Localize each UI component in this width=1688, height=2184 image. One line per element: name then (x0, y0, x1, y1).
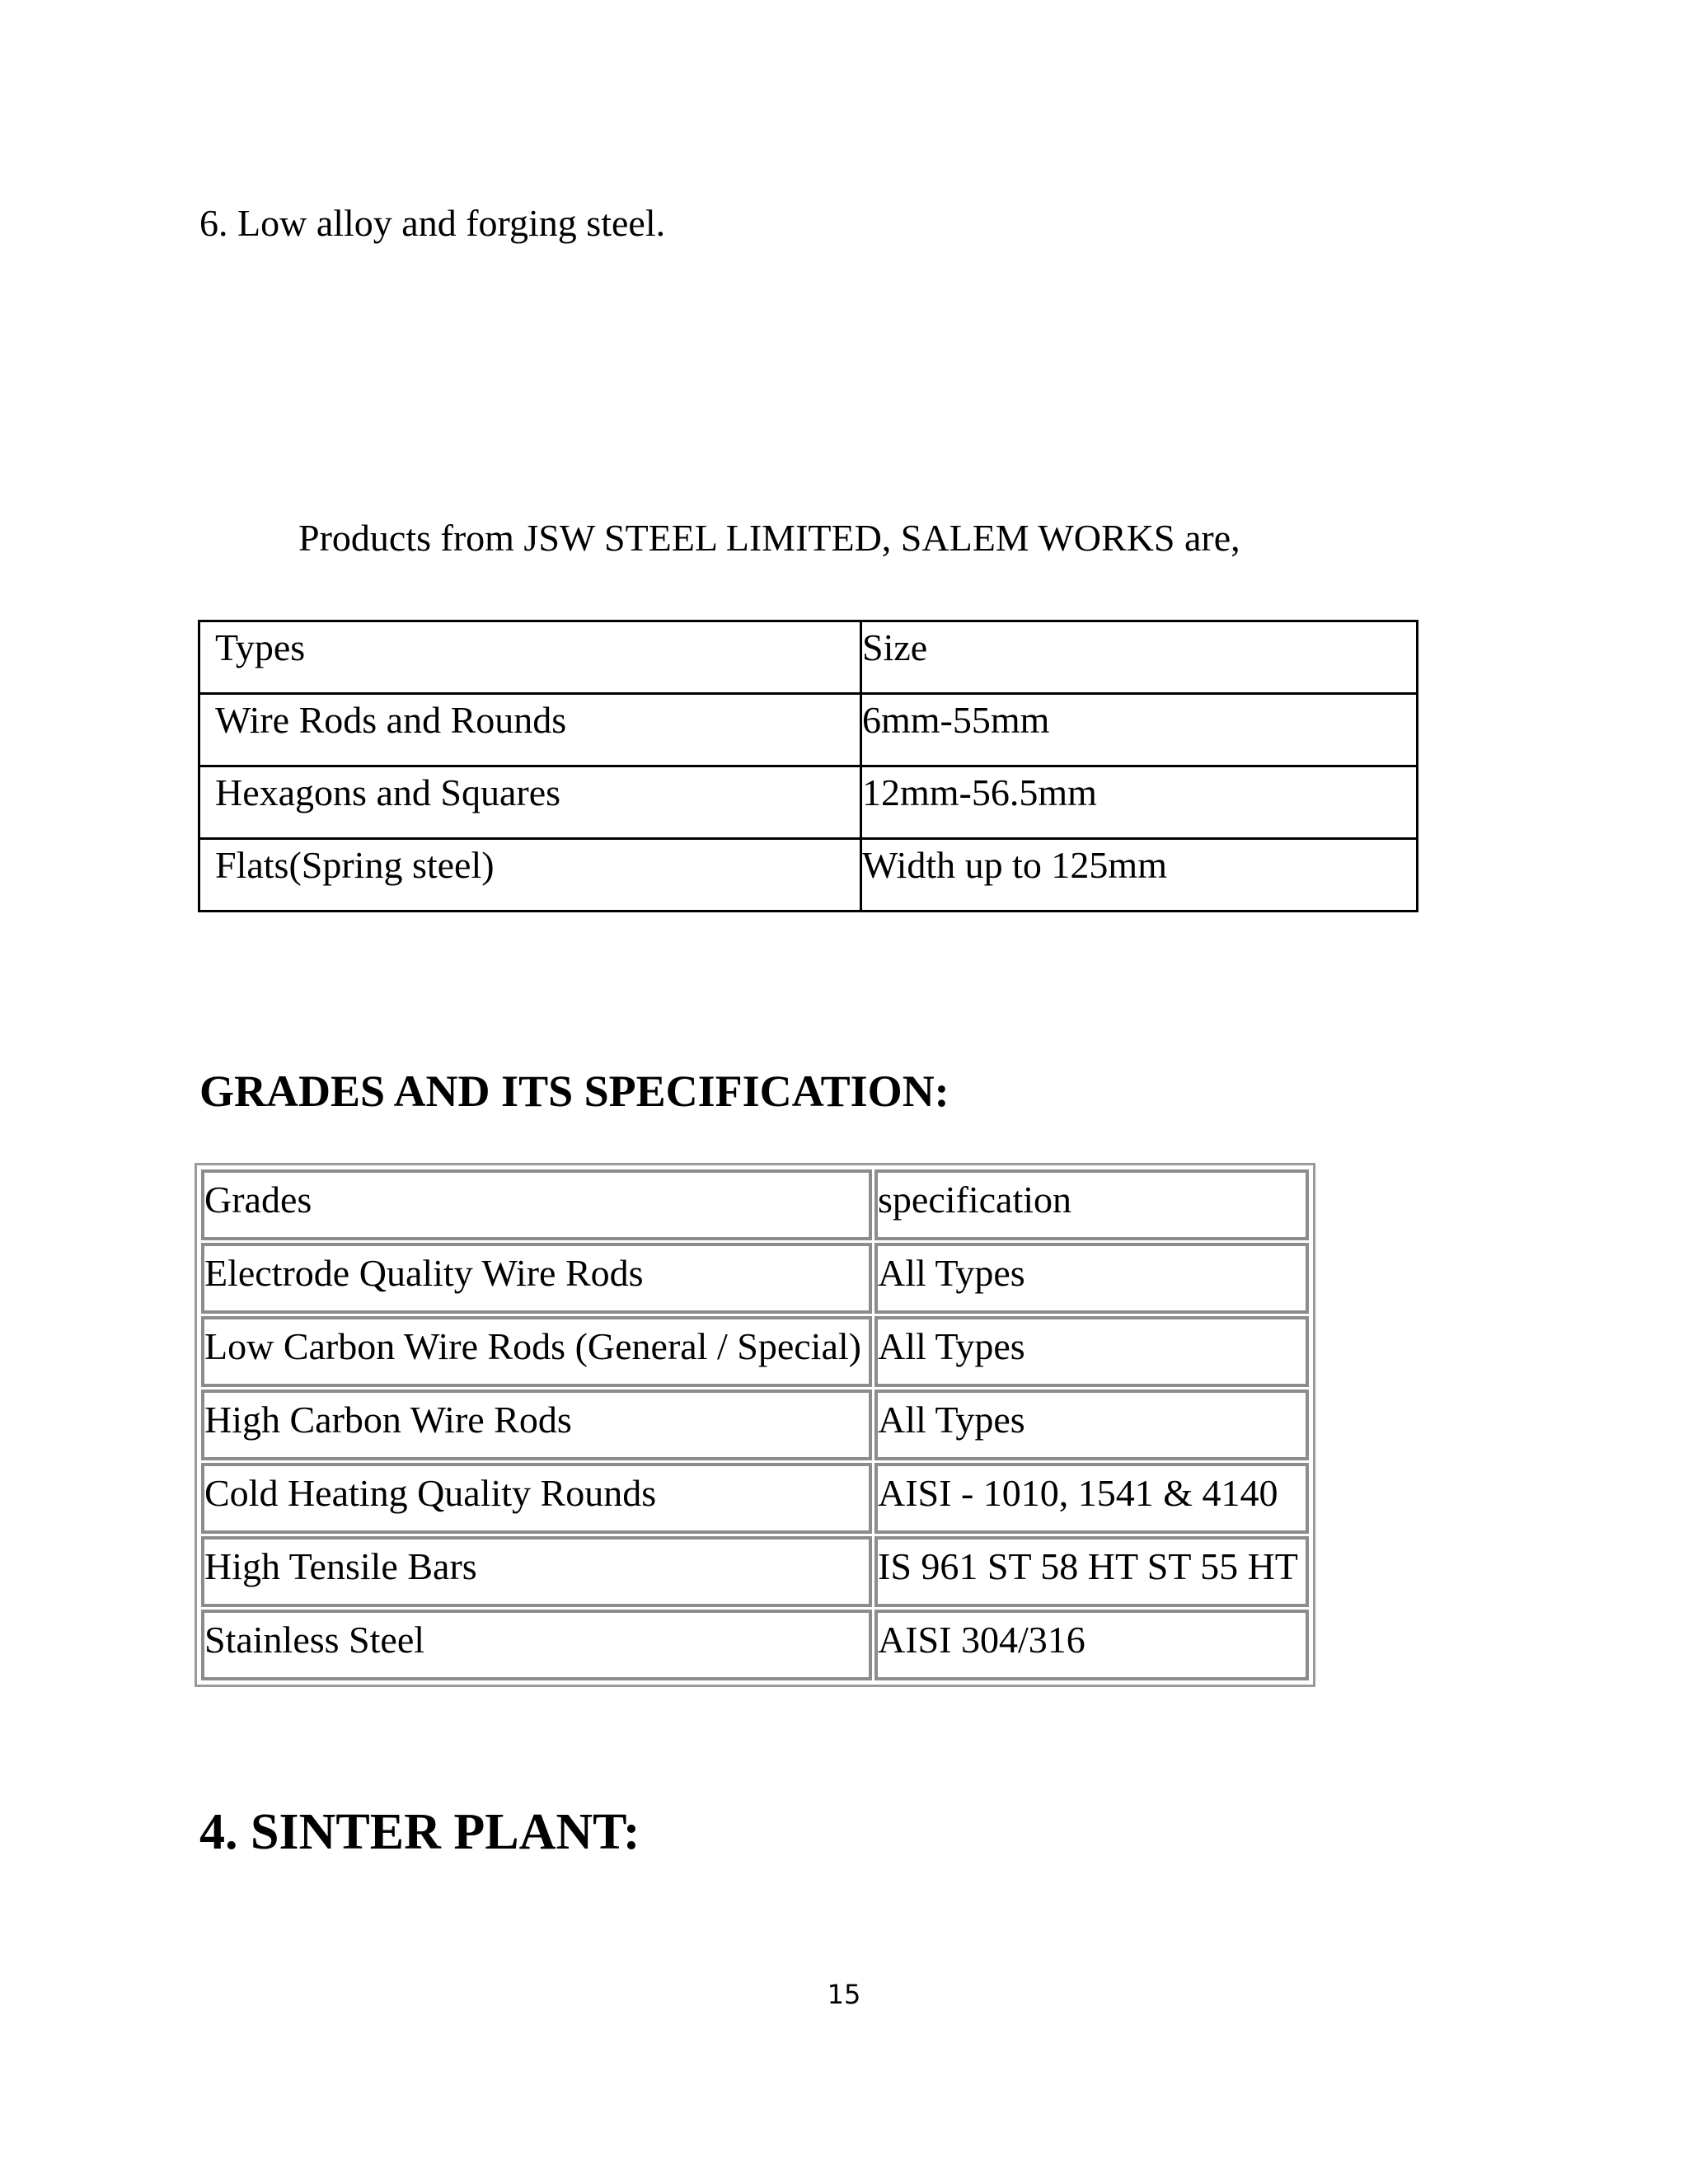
table-cell: Wire Rods and Rounds (199, 694, 861, 766)
table-cell: High Tensile Bars (201, 1536, 872, 1607)
table-cell: Hexagons and Squares (199, 766, 861, 839)
table-cell: High Carbon Wire Rods (201, 1390, 872, 1460)
table-cell: All Types (874, 1390, 1309, 1460)
table-row (199, 694, 1418, 766)
table-cell: Cold Heating Quality Rounds (201, 1463, 872, 1534)
table-cell: All Types (874, 1243, 1309, 1314)
grades-table-frame (195, 1163, 1315, 1687)
table-header-cell: Types (199, 621, 861, 694)
table-row (201, 1316, 1309, 1387)
table-row (201, 1390, 1309, 1460)
section-heading-sinter-plant: 4. SINTER PLANT: (199, 1804, 640, 1860)
table-cell: AISI 304/316 (874, 1610, 1309, 1680)
table-cell: Flats(Spring steel) (199, 839, 861, 912)
table-cell: Stainless Steel (201, 1610, 872, 1680)
table-row (201, 1610, 1309, 1680)
table-header-cell: Size (861, 621, 1418, 694)
table-row (201, 1536, 1309, 1607)
table-header-cell: Grades (201, 1169, 872, 1240)
table-cell: AISI - 1010, 1541 & 4140 (874, 1463, 1309, 1534)
table-cell: Electrode Quality Wire Rods (201, 1243, 872, 1314)
table-header-row (199, 621, 1418, 694)
table-cell: All Types (874, 1316, 1309, 1387)
products-table (198, 620, 1418, 912)
grades-heading: GRADES AND ITS SPECIFICATION: (199, 1066, 950, 1116)
grades-table (199, 1167, 1311, 1683)
table-cell: IS 961 ST 58 HT ST 55 HT (874, 1536, 1309, 1607)
table-cell: 12mm-56.5mm (861, 766, 1418, 839)
table-row (199, 839, 1418, 912)
page-number: 15 (827, 1979, 861, 2010)
table-row (199, 766, 1418, 839)
table-cell: Width up to 125mm (861, 839, 1418, 912)
table-header-row (201, 1169, 1309, 1240)
table-header-cell: specification (874, 1169, 1309, 1240)
table-cell: 6mm-55mm (861, 694, 1418, 766)
list-item-low-alloy: 6. Low alloy and forging steel. (199, 202, 666, 244)
table-cell: Low Carbon Wire Rods (General / Special) (201, 1316, 872, 1387)
table-row (201, 1243, 1309, 1314)
table-row (201, 1463, 1309, 1534)
products-intro: Products from JSW STEEL LIMITED, SALEM WORKS are, (298, 517, 1240, 559)
